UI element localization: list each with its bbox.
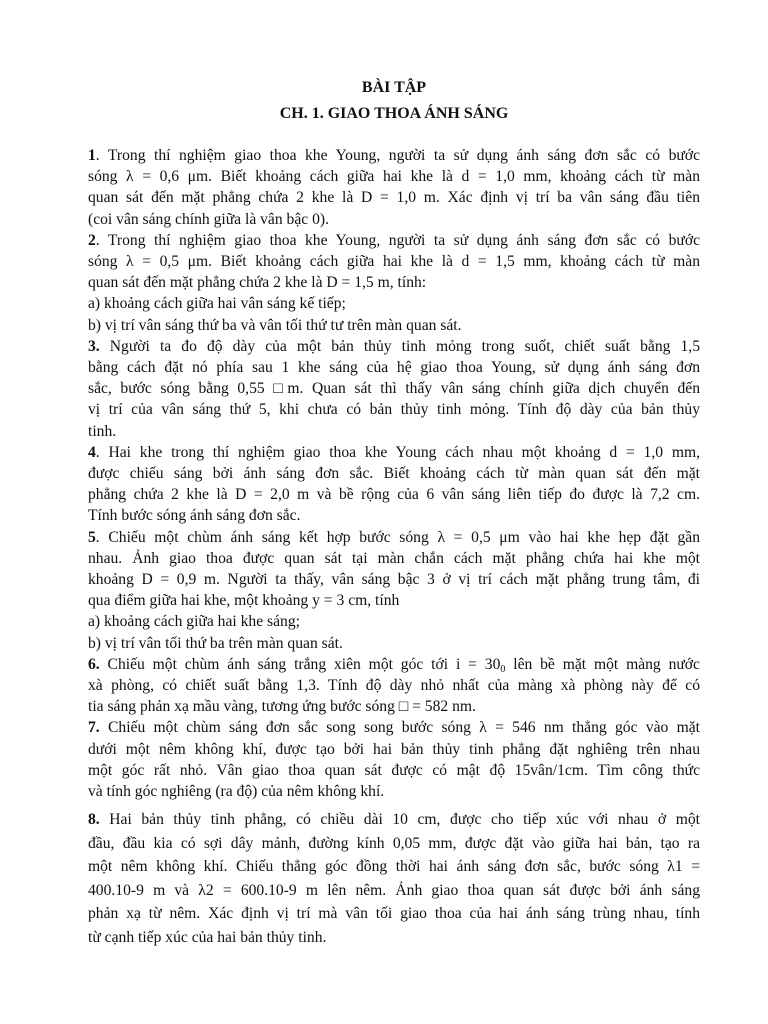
problem-number: 6. (88, 655, 100, 673)
problem-number: 2 (88, 231, 96, 249)
problem-line: sắc, bước sóng bằng 0,55 □m. Quan sát thì thấy vân sáng chính giữa dịch chuyển đến (88, 380, 700, 398)
problem-7 (88, 717, 700, 802)
problem-number: 5 (88, 528, 96, 546)
document-title: BÀI TẬP (361, 79, 427, 96)
problem-line: phẳng chứa 2 khe là D = 2,0 m và bề rộng của 6 vân sáng liên tiếp đo được là 7,2 cm. (88, 486, 700, 504)
problem-5 (88, 527, 700, 654)
document-header (88, 76, 700, 126)
problem-line: quan sát đến mặt phẳng chứa 2 khe là D = 1,0 m. Xác định vị trí ba vân sáng đầu tiên (88, 189, 700, 207)
problem-4 (88, 442, 700, 527)
problem-line: tia sáng phản xạ mầu vàng, tương ứng bước sóng □ = 582 nm. (88, 698, 476, 716)
problem-line: Tính bước sóng ánh sáng đơn sắc. (88, 507, 301, 525)
problem-line: bằng cách đặt nó phía sau 1 khe sáng của hệ giao thoa Young, sử dụng ánh sáng đơn (88, 359, 700, 377)
problem-1 (88, 145, 700, 230)
problem-line: 2. Trong thí nghiệm giao thoa khe Young, người ta sử dụng ánh sáng đơn sắc có bước (88, 231, 700, 249)
problem-line: phản xạ từ nêm. Xác định vị trí mà vân tối giao thoa của hai ánh sáng trùng nhau, tính (88, 905, 700, 923)
problem-line: 1. Trong thí nghiệm giao thoa khe Young, người ta sử dụng ánh sáng đơn sắc có bước (88, 147, 700, 164)
problem-line: 400.10-9 m và λ2 = 600.10-9 m lên nêm. Ảnh giao thoa quan sát được bởi ánh sáng (88, 881, 700, 899)
problem-number: 3. (88, 337, 100, 355)
problem-line: một nêm không khí. Chiếu thẳng góc đồng thời hai ánh sáng đơn sắc, bước sóng λ1 = (88, 858, 700, 876)
problem-line: 7. Chiếu một chùm sáng đơn sắc song song bước sóng λ = 546 nm thẳng góc vào mặt (88, 719, 700, 737)
problem-line: 5. Chiếu một chùm ánh sáng kết hợp bước sóng λ = 0,5 μm vào hai khe hẹp đặt gần (88, 528, 700, 546)
problem-number: 4 (88, 443, 96, 461)
problem-2 (88, 230, 700, 336)
problem-6 (88, 654, 700, 718)
problem-line: đầu, đầu kia có sợi dây mảnh, đường kính 0,05 mm, được đặt vào giữa hai bản, tạo ra (88, 834, 700, 852)
chapter-title: CH. 1. GIAO THOA ÁNH SÁNG (279, 105, 509, 122)
problem-line: khoảng D = 0,9 m. Người ta thấy, vân sáng bậc 3 ở vị trí cách mặt phẳng trung tâm, đi (88, 571, 700, 589)
problem-line: a) khoảng cách giữa hai khe sáng; (88, 613, 300, 631)
problem-line: quan sát đến mặt phẳng chứa 2 khe là D = 1,5 m, tính: (88, 274, 427, 292)
problem-line: từ cạnh tiếp xúc của hai bản thủy tinh. (88, 928, 327, 946)
problem-3 (88, 336, 700, 442)
document-page (88, 76, 700, 949)
problem-8 (88, 808, 700, 949)
subscript: 0 (500, 663, 506, 675)
problem-number: 7. (88, 719, 100, 737)
problem-number: 1 (88, 147, 96, 164)
problem-line: b) vị trí vân tối thứ ba trên màn quan sát. (88, 634, 343, 652)
problem-line: 4. Hai khe trong thí nghiệm giao thoa khe Young cách nhau một khoảng d = 1,0 mm, (88, 443, 700, 461)
problem-line: b) vị trí vân sáng thứ ba và vân tối thứ tư trên màn quan sát. (88, 316, 462, 334)
problem-line: được chiếu sáng bởi ánh sáng đơn sắc. Biết khoảng cách từ màn quan sát đến mặt (88, 465, 700, 483)
problem-line: vị trí của vân sáng thứ 5, khi chưa có bản thủy tinh mỏng. Tính độ dày của bản thủy (88, 401, 700, 419)
problem-line: tinh. (88, 422, 117, 440)
problem-number: 8. (88, 811, 100, 829)
problem-line: nhau. Ảnh giao thoa được quan sát tại màn chắn cách mặt phẳng chứa hai khe một (88, 549, 700, 567)
problem-line: dưới một nêm không khí, được tạo bởi hai bản thủy tinh phẳng đặt nghiêng trên nhau (88, 740, 700, 758)
problem-line: 8. Hai bản thủy tinh phẳng, có chiều dài 10 cm, được cho tiếp xúc với nhau ở một (88, 811, 700, 829)
problem-line: 6. Chiếu một chùm ánh sáng trắng xiên một góc tới $i = 30_0$ lên bề mặt một màng nước (88, 655, 700, 675)
problem-line: (coi vân sáng chính giữa là vân bậc 0). (88, 210, 329, 228)
problem-line: sóng λ = 0,5 μm. Biết khoảng cách giữa hai khe là d = 1,5 mm, khoảng cách từ màn (88, 253, 700, 271)
problem-line: xà phòng, có chiết suất bằng 1,3. Tính độ dày nhỏ nhất của màng xà phòng này để có (88, 677, 700, 695)
problem-line: và tính góc nghiêng (ra độ) của nêm không khí. (88, 783, 385, 801)
problem-line: sóng λ = 0,6 μm. Biết khoảng cách giữa hai khe là d = 1,0 mm, khoảng cách từ màn (88, 168, 700, 186)
problem-line: a) khoảng cách giữa hai vân sáng kế tiếp; (88, 295, 346, 313)
problem-line: một góc rất nhỏ. Vân giao thoa quan sát được có mật độ 15vân/1cm. Tìm công thức (88, 761, 700, 779)
problem-line: qua điểm giữa hai khe, một khoảng y = 3 cm, tính (88, 592, 400, 610)
problem-line: 3. Người ta đo độ dày của một bản thủy tinh mỏng trong suốt, chiết suất bằng 1,5 (88, 337, 700, 355)
